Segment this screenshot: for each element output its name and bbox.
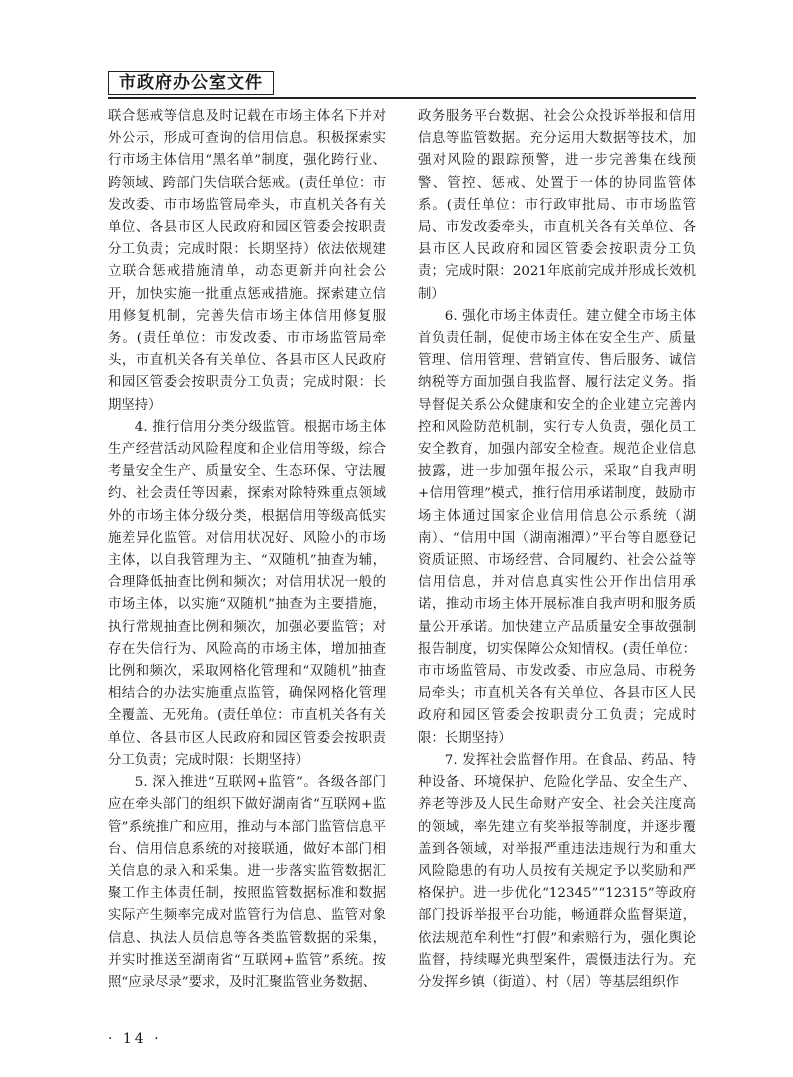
paragraph: 7. 发挥社会监督作用。在食品、药品、特种设备、环境保护、危险化学品、安全生产、养老等涉及人民生命财产安全、社会关注度高的领域，率先建立有奖举报等制度，并逐步覆盖到各领域，对举报严重违法违规行为和重大风险隐患的有功人员按有关规定予以奖励和严格保护。进一步优化“12345”“12315”等政府部门投诉举报平台功能，畅通群众监督渠道，依法规范牟利性“打假”和索赔行为，强化舆论监督，持续曝光典型案件，震慑违法行为。充分发挥乡镇（街道）、村（居）等基层组织作 bbox=[418, 752, 696, 990]
running-header-title: 市政府办公室文件 bbox=[108, 71, 274, 95]
paragraph: 5. 深入推进“互联网+监管”。各级各部门应在牵头部门的组织下做好湖南省“互联网+监管”系统推广和应用，推动与本部门监管信息平台、信用信息系统的对接联通，做好本部门相关信息的录入和采集。进一步落实监管数据汇聚工作主体责任制，按照监管数据标准和数据实际产生频率完成对监管行为信息、监管对象信息、执法人员信息等各类监管数据的采集，并实时推送至湖南省“互联网+监管”系统。按照“应录尽录”要求，及时汇聚监管业务数据、 bbox=[108, 775, 386, 990]
paragraph: 联合惩戒等信息及时记载在市场主体名下并对外公示，形成可查询的信用信息。积极探索实行市场主体信用“黑名单”制度，强化跨行业、跨领域、跨部门失信联合惩戒。(责任单位：市发改委、市市场监管局牵头，市直机关各有关单位、各县市区人民政府和园区管委会按职责分工负责；完成时限：长期坚持）依法依规建立联合惩戒措施清单，动态更新并向社会公开，加快实施一批重点惩戒措施。探索建立信用修复机制，完善失信市场主体信用修复服务。(责任单位：市发改委、市市场监管局牵头，市直机关各有关单位、各县市区人民政府和园区管委会按职责分工负责；完成时限：长期坚持） bbox=[108, 109, 386, 413]
paragraph: 4. 推行信用分类分级监管。根据市场主体生产经营活动风险程度和企业信用等级，综合考量安全生产、质量安全、生态环保、守法履约、社会责任等因素，探索对除特殊重点领域外的市场主体分级分类，根据信用等级高低实施差异化监管。对信用状况好、风险小的市场主体，以自我管理为主、“双随机”抽查为辅，合理降低抽查比例和频次；对信用状况一般的市场主体，以实施“双随机”抽查为主要措施，执行常规抽查比例和频次，加强必要监管；对存在失信行为、风险高的市场主体，增加抽查比例和频次，采取网格化管理和“双随机”抽查相结合的办法实施重点监管，确保网格化管理全覆盖、无死角。(责任单位：市直机关各有关单位、各县市区人民政府和园区管委会按职责分工负责；完成时限：长期坚持） bbox=[108, 419, 386, 768]
paragraph: 6. 强化市场主体责任。建立健全市场主体首负责任制，促使市场主体在安全生产、质量管理、信用管理、营销宣传、售后服务、诚信纳税等方面加强自我监督、履行法定义务。指导督促关系公众健康和安全的企业建立完善内控和风险防范机制，实行专人负责，强化员工安全教育，加强内部安全检查。规范企业信息披露，进一步加强年报公示，采取“自我声明+信用管理”模式，推行信用承诺制度，鼓励市场主体通过国家企业信用信息公示系统（湖南）、“信用中国（湖南湘潭）”平台等自愿登记资质证照、市场经营、合同履约、社会公益等信用信息，并对信息真实性公开作出信用承诺，推动市场主体开展标准自我声明和服务质量公开承诺。加快建立产品质量安全事故强制报告制度，切实保障公众知情权。(责任单位：市市场监管局、市发改委、市应急局、市税务局牵头；市直机关各有关单位、各县市区人民政府和园区管委会按职责分工负责；完成时限：长期坚持） bbox=[418, 308, 696, 746]
running-header bbox=[108, 71, 274, 95]
header-rule bbox=[108, 97, 696, 99]
paragraph: 政务服务平台数据、社会公众投诉举报和信用信息等监管数据。充分运用大数据等技术，加强对风险的跟踪预警，进一步完善集在线预警、管控、惩戒、处置于一体的协同监管体系。(责任单位：市行政审批局、市市场监管局、市发改委牵头，市直机关各有关单位、各县市区人民政府和园区管委会按职责分工负责；完成时限：2021年底前完成并形成长效机制） bbox=[418, 109, 696, 302]
page-number: · 14 · bbox=[108, 1031, 162, 1047]
right-column bbox=[418, 106, 696, 994]
left-column bbox=[108, 106, 386, 994]
